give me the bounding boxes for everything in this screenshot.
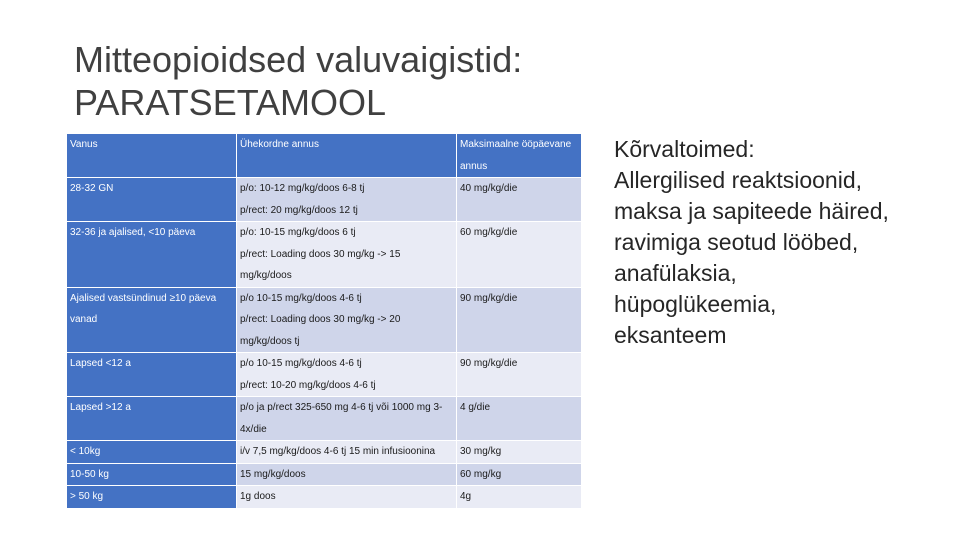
table-header-row (67, 134, 582, 178)
cell-max-daily-dose: 60 mg/kg (457, 463, 582, 486)
cell-max-daily-dose: 60 mg/kg/die (457, 222, 582, 288)
header-single-dose: Ühekordne annus (237, 134, 457, 178)
cell-age: Lapsed <12 a (67, 353, 237, 397)
table-row (67, 463, 582, 486)
cell-max-daily-dose: 40 mg/kg/die (457, 178, 582, 222)
header-max-daily-dose: Maksimaalne ööpäevane annus (457, 134, 582, 178)
cell-age: 28-32 GN (67, 178, 237, 222)
side-effect-item: hüpoglükeemia, (614, 291, 777, 317)
table-row (67, 178, 582, 222)
cell-max-daily-dose: 4 g/die (457, 397, 582, 441)
side-effect-item: eksanteem (614, 322, 727, 348)
table-row (67, 486, 582, 509)
dosage-table (66, 133, 582, 509)
header-age: Vanus (67, 134, 237, 178)
side-effect-item: Allergilised reaktsioonid, (614, 167, 863, 193)
table-row (67, 397, 582, 441)
table-body (67, 178, 582, 509)
cell-max-daily-dose: 90 mg/kg/die (457, 287, 582, 353)
cell-single-dose: i/v 7,5 mg/kg/doos 4-6 tj 15 min infusioonina (237, 441, 457, 464)
side-effects (614, 134, 954, 351)
slide-title: Mitteopioidsed valuvaigistid: PARATSETAMOOL (74, 39, 523, 123)
side-effects-heading: Kõrvaltoimed: (614, 136, 755, 162)
cell-single-dose: p/o: 10-15 mg/kg/doos 6 tj p/rect: Loading doos 30 mg/kg -> 15 mg/kg/doos (237, 222, 457, 288)
cell-max-daily-dose: 30 mg/kg (457, 441, 582, 464)
cell-max-daily-dose: 4g (457, 486, 582, 509)
cell-age: > 50 kg (67, 486, 237, 509)
cell-single-dose: 1g doos (237, 486, 457, 509)
cell-single-dose: p/o 10-15 mg/kg/doos 4-6 tj p/rect: Loading doos 30 mg/kg -> 20 mg/kg/doos tj (237, 287, 457, 353)
cell-age: Ajalised vastsündinud ≥10 päeva vanad (67, 287, 237, 353)
side-effect-item: maksa ja sapiteede häired, (614, 198, 889, 224)
cell-single-dose: p/o: 10-12 mg/kg/doos 6-8 tj p/rect: 20 mg/kg/doos 12 tj (237, 178, 457, 222)
table-row (67, 353, 582, 397)
table-row (67, 287, 582, 353)
cell-age: < 10kg (67, 441, 237, 464)
cell-age: 10-50 kg (67, 463, 237, 486)
table-row (67, 222, 582, 288)
cell-age: 32-36 ja ajalised, <10 päeva (67, 222, 237, 288)
cell-single-dose: 15 mg/kg/doos (237, 463, 457, 486)
cell-single-dose: p/o 10-15 mg/kg/doos 4-6 tj p/rect: 10-20 mg/kg/doos 4-6 tj (237, 353, 457, 397)
table-row (67, 441, 582, 464)
side-effect-item: ravimiga seotud lööbed, (614, 229, 859, 255)
cell-max-daily-dose: 90 mg/kg/die (457, 353, 582, 397)
side-effect-item: anafülaksia, (614, 260, 737, 286)
cell-single-dose: p/o ja p/rect 325-650 mg 4-6 tj või 1000 mg 3-4x/die (237, 397, 457, 441)
cell-age: Lapsed >12 a (67, 397, 237, 441)
